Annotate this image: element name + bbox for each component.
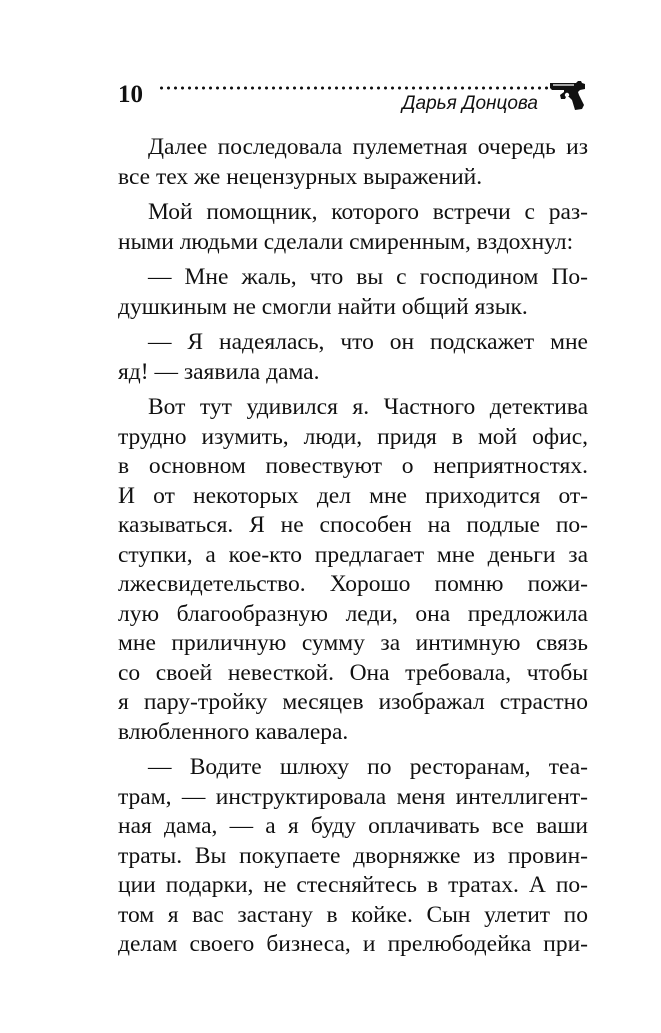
text-line: влюбленного кавалера. xyxy=(118,718,349,745)
text-line: со своей невесткой. Она требовала, чтобы xyxy=(118,659,588,686)
text-line: в основном повествуют о неприятностях. xyxy=(118,453,588,479)
text-line: трудно изумить, люди, придя в мой офис, xyxy=(118,423,588,450)
running-head xyxy=(118,72,588,122)
text-line: И от некоторых дел мне приходится от- xyxy=(118,482,588,509)
text-line: — Я надеялась, что он подскажет мне xyxy=(148,329,588,355)
author-name: Дарья Донцова xyxy=(402,93,538,114)
revolver-icon xyxy=(548,78,588,112)
text-line: яд! — заявила дама. xyxy=(118,358,320,385)
text-line: траты. Вы покупаете дворняжке из провин- xyxy=(118,842,588,869)
text-line: я пару-тройку месяцев изображал страстно xyxy=(118,689,588,715)
text-line: Мой помощник, которого встречи с раз- xyxy=(148,199,588,225)
text-line: Вот тут удивился я. Частного детектива xyxy=(148,394,588,420)
text-line: ступки, а кое-кто предлагает мне деньги за xyxy=(118,541,588,568)
text-body xyxy=(118,133,588,960)
text-line: душкиным не смогли найти общий язык. xyxy=(118,293,528,320)
text-line: том я вас застану в койке. Сын улетит по xyxy=(118,901,588,928)
text-line: ная дама, — а я буду оплачивать все ваши xyxy=(118,813,588,839)
text-line: все тех же нецензурных выражений. xyxy=(118,163,483,190)
dot-leader xyxy=(158,86,553,90)
text-line: Далее последовала пулеметная очередь из xyxy=(148,134,588,160)
text-line: трам, — инструктировала меня интеллигент- xyxy=(118,783,588,810)
text-line: мне приличную сумму за интимную связь xyxy=(118,630,588,656)
text-line: — Водите шлюху по ресторанам, теа- xyxy=(148,754,588,780)
text-line: лую благообразную леди, она предложила xyxy=(118,600,588,627)
page-number: 10 xyxy=(118,81,143,108)
text-line: ции подарки, не стесняйтесь в тратах. А по- xyxy=(118,872,588,898)
text-line: ными людьми сделали смиренным, вздохнул: xyxy=(118,228,574,255)
text-line: казываться. Я не способен на подлые по- xyxy=(118,512,588,538)
text-line: лжесвидетельство. Хорошо помню пожи- xyxy=(118,571,588,597)
text-line: делам своего бизнеса, и прелюбодейка при- xyxy=(118,931,588,957)
text-line: — Мне жаль, что вы с господином По- xyxy=(148,264,588,290)
